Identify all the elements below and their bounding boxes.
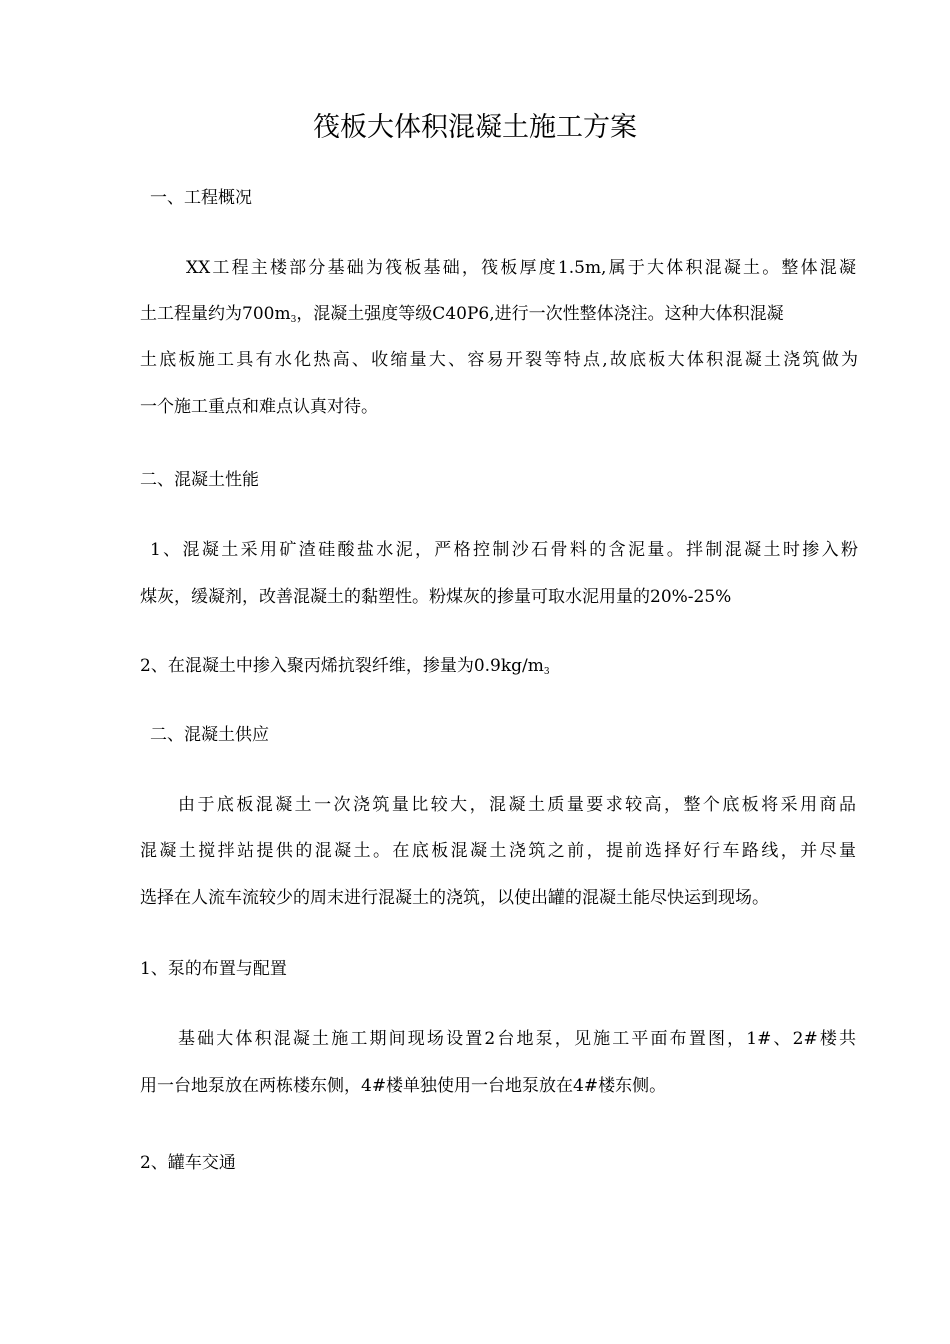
- paragraph-line: 混凝土搅拌站提供的混凝土。在底板混凝土浇筑之前，提前选择好行车路线，并尽量: [140, 841, 856, 861]
- paragraph-line: 用一台地泵放在两栋楼东侧，4#楼单独使用一台地泵放在4#楼东侧。: [140, 1076, 667, 1096]
- subsection-heading-pump: 1、泵的布置与配置: [140, 959, 287, 979]
- unit-superscript: 3: [543, 667, 550, 677]
- unit-superscript: 3: [290, 315, 297, 325]
- section-heading-supply: 二、混凝土供应: [150, 725, 269, 745]
- paragraph-line: 一个施工重点和难点认真对待。: [140, 397, 378, 417]
- paragraph-text: 土工程量约为700m: [140, 304, 291, 324]
- paragraph-line: XX工程主楼部分基础为筏板基础，筏板厚度1.5m,属于大体积混凝土。整体混凝: [186, 258, 856, 278]
- subsection-heading-truck-traffic: 2、罐车交通: [140, 1153, 236, 1173]
- paragraph-line: [140, 303, 784, 331]
- paragraph-line: 基础大体积混凝土施工期间现场设置2台地泵，见施工平面布置图，1#、2#楼共: [178, 1029, 856, 1049]
- page-title: 筏板大体积混凝土施工方案: [313, 112, 637, 143]
- paragraph-line: 选择在人流车流较少的周末进行混凝土的浇筑，以使出罐的混凝土能尽快运到现场。: [140, 888, 769, 908]
- list-item-line: 煤灰，缓凝剂，改善混凝土的黏塑性。粉煤灰的掺量可取水泥用量的20%-25%: [140, 587, 732, 607]
- paragraph-line: 由于底板混凝土一次浇筑量比较大，混凝土质量要求较高，整个底板将采用商品: [178, 795, 856, 815]
- paragraph-line: 土底板施工具有水化热高、收缩量大、容易开裂等特点,故底板大体积混凝土浇筑做为: [140, 350, 858, 370]
- list-item-line: 1、混凝土采用矿渣硅酸盐水泥，严格控制沙石骨料的含泥量。拌制混凝土时掺入粉: [150, 540, 858, 560]
- section-heading-overview: 一、工程概况: [150, 188, 252, 208]
- paragraph-text: ，混凝土强度等级C40P6,进行一次性整体浇注。这种大体积混凝: [296, 304, 784, 324]
- list-item-text: 2、在混凝土中掺入聚丙烯抗裂纤维，掺量为0.9kg/m: [140, 656, 544, 676]
- list-item-line: [140, 655, 550, 683]
- section-heading-performance: 二、混凝土性能: [140, 470, 259, 490]
